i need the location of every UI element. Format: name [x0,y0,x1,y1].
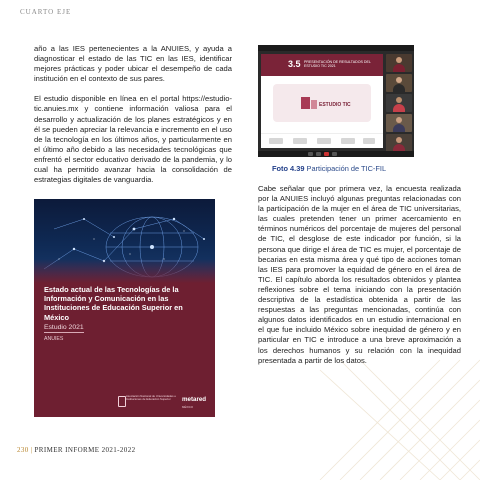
conference-top-bar [258,45,414,51]
section-header: CUARTO EJE [20,8,72,16]
left-column-text [34,44,232,195]
divider [44,332,84,333]
slide-number: 3.5 [288,59,301,69]
anuies-logo-text: Asociación Nacional de Universidades e Instituciones de Educación Superior [126,394,176,402]
metared-logo: metared [182,396,207,403]
participant-tile [386,114,412,132]
footer-separator: | [30,446,33,454]
participant-tile [386,74,412,92]
participant-tile [386,134,412,152]
cover-org: ANUIES [44,336,64,342]
cover-year: Estudio 2021 [44,324,84,331]
estudio-tic-logo [299,94,351,112]
paragraph: Cabe señalar que por primera vez, la encuesta realizada por la ANUIES incluyó algunas preguntas relacionadas con la participación de la mujer en el área de TIC universitarias, las cuales pretenden tener un primer acercamiento en términos numéricos del porcentaje de mujeres del personal de TIC, el desglose de este indicador por función, si la persona que dirige el área de TIC es mujer, el porcentaje de becarias en esta misma área y qué tipo de acciones toman las IES para promover la equidad de género en el área de TIC. El capítulo aborda los resultados obtenidos y plantea reflexiones sobre el tema iniciando con la presentación descriptiva de la estadística obtenida a partir de las respuestas a las preguntas mencionadas, continúa con algunos datos identificados en un estudio internacional en el que fue incluido México sobre inequidad de género y en particular en TIC e introduce a una breve aproximación a los derechos humanos y su relación con la inequidad presentada a partir de los datos. [258,184,461,365]
participant-tile [386,54,412,72]
slide-title-text: PRESENTACIÓN DE RESULTADOS DEL ESTUDIO TIC 2021 [304,60,371,69]
slide-title [304,60,380,68]
report-name: PRIMER INFORME 2021-2022 [34,446,136,454]
conference-bottom-bar [258,151,414,157]
slide-logo-text: ESTUDIO TIC [319,102,351,108]
shared-slide [261,54,383,148]
report-cover-image [34,199,215,417]
slide-footer-logos [261,133,383,148]
figure-caption [272,164,452,173]
cover-title: Estado actual de las Tecnologías de la Información y Comunicación en las Instituciones de Educación Superior en México [44,285,183,322]
decorative-corner-lines [280,360,480,480]
video-conference-screenshot [258,45,414,157]
page-footer [17,446,136,454]
figure-number: Foto 4.39 [272,164,305,173]
paragraph: El estudio disponible en línea en el portal https://estudio-tic.anuies.mx y contiene información valiosa para el desarrollo y actualización de los planes estratégicos y en él se pueden apreciar la relevancia e incremento en el uso de la tecnología en los últimos años, y particularmente en el último año debido a las necesidades tecnológicas que enfrentó el sector educativo derivado de la pandemia, y lo cual ha permitido avanzar hacia la consolidación de estrategias digitales de vanguardia. [34,94,232,185]
page-number: 230 [17,446,29,454]
figure-caption-text: Participación de TIC-FIL [306,164,387,173]
metared-logo-sub: MÉXICO [182,405,194,409]
paragraph: año a las IES pertenecientes a la ANUIES, y ayuda a diagnosticar el estado de las TIC en las IES, identificar mejores prácticas y poder ubicar el desempeño de cada institución en el contexto de sus pares. [34,44,232,84]
anuies-crest-icon [118,396,126,407]
right-column-text [258,184,461,366]
cover-fade [34,259,215,283]
participant-tile [386,94,412,112]
participant-thumbnails [386,54,412,154]
